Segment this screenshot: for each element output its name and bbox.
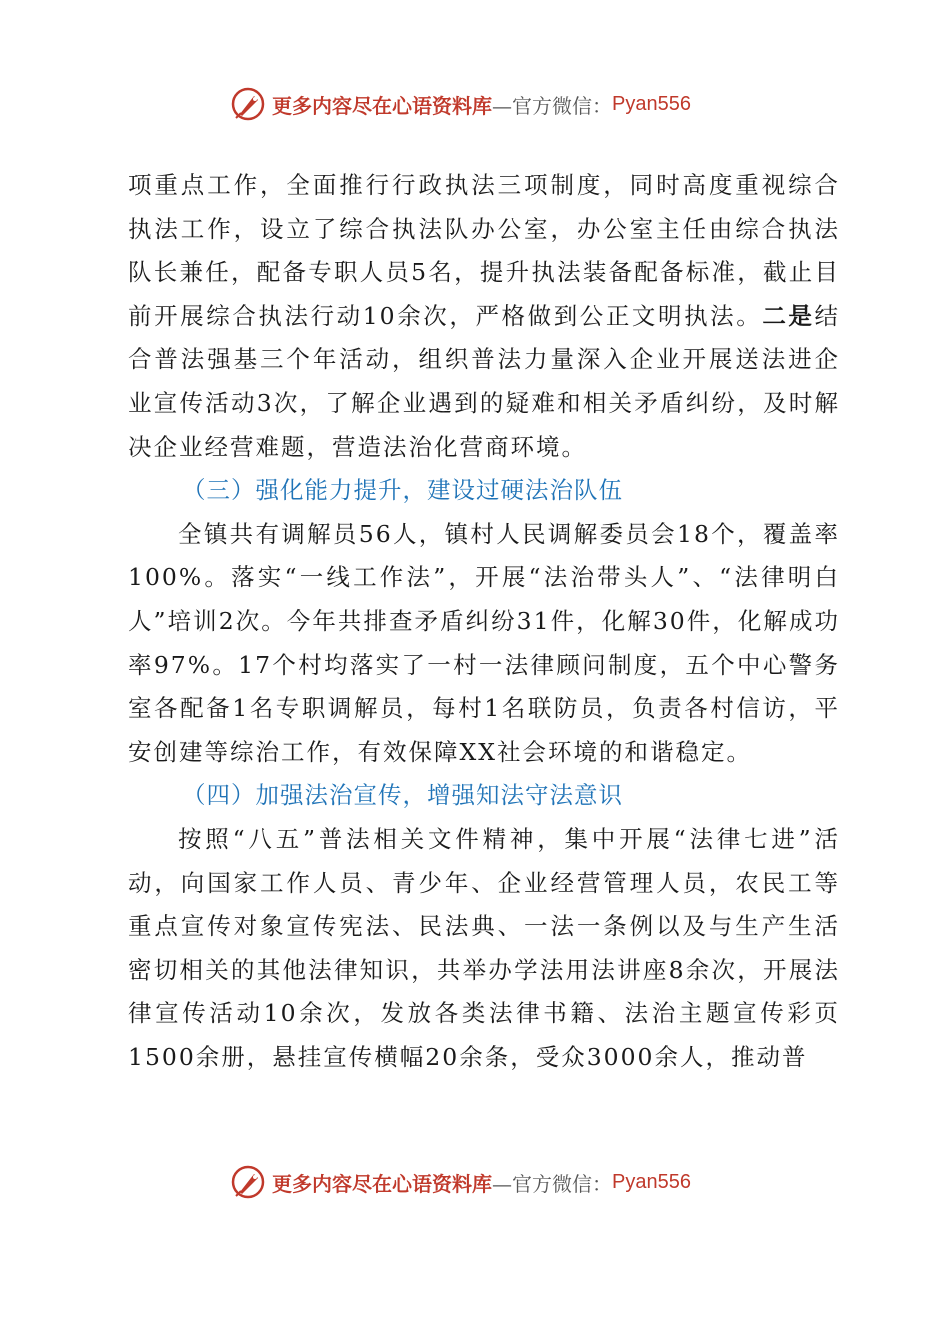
paragraph-2: 全镇共有调解员56人，镇村人民调解委员会18个，覆盖率100%。落实“一线工作法”，开展“法治带头人”、“法律明白人”培训2次。今年共排查矛盾纠纷31件，化解30件，化解成功率97%。17个村均落实了一村一法律顾问制度，五个中心警务室各配备1名专职调解员，每村1名联防员，负责各村信访，平安创建等综治工作，有效保障XX社会环境的和谐稳定。 [128, 519, 840, 766]
section-heading-3: （三）强化能力提升，建设过硬法治队伍 [182, 476, 623, 505]
watermark-id-text: Pyan556 [612, 92, 691, 115]
paragraph-1-part-a: 项重点工作，全面推行行政执法三项制度，同时高度重视综合执法工作，设立了综合执法队办公室，办公室主任由综合执法队长兼任，配备专职人员5名，提升执法装备配备标准，截止目前开展综合执法行动10余次，严格做到公正文明执法。 [128, 171, 840, 330]
watermark-banner-top [228, 84, 691, 124]
watermark-id-text: Pyan556 [612, 1170, 691, 1193]
pen-nib-logo-icon [228, 84, 268, 124]
watermark-banner-bottom [228, 1162, 691, 1202]
paragraph-1-part-b: 结合普法强基三个年活动，组织普法力量深入企业开展送法进企业宣传活动3次，了解企业遇到的疑难和相关矛盾纠纷，及时解决企业经营难题，营造法治化营商环境。 [128, 301, 841, 461]
paragraph-1 [128, 164, 840, 469]
watermark-lead-text: 更多内容尽在心语资料库 [272, 93, 492, 118]
watermark-tail-text: —官方微信： [492, 1171, 612, 1196]
watermark-lead-text: 更多内容尽在心语资料库 [272, 1171, 492, 1196]
paragraph-3: 按照“八五”普法相关文件精神，集中开展“法律七进”活动，向国家工作人员、青少年、企业经营管理人员，农民工等重点宣传对象宣传宪法、民法典、一法一条例以及与生产生活密切相关的其他法律知识，共举办学法用法讲座8余次，开展法律宣传活动10余次，发放各类法律书籍、法治主题宣传彩页1500余册，悬挂宣传横幅20余条，受众3000余人，推动普 [128, 824, 840, 1071]
section-heading-4: （四）加强法治宣传，增强知法守法意识 [182, 781, 623, 810]
paragraph-1-bold: 二是 [762, 301, 815, 330]
document-body [128, 164, 840, 1079]
pen-nib-logo-icon [228, 1162, 268, 1202]
watermark-tail-text: —官方微信： [492, 93, 612, 118]
